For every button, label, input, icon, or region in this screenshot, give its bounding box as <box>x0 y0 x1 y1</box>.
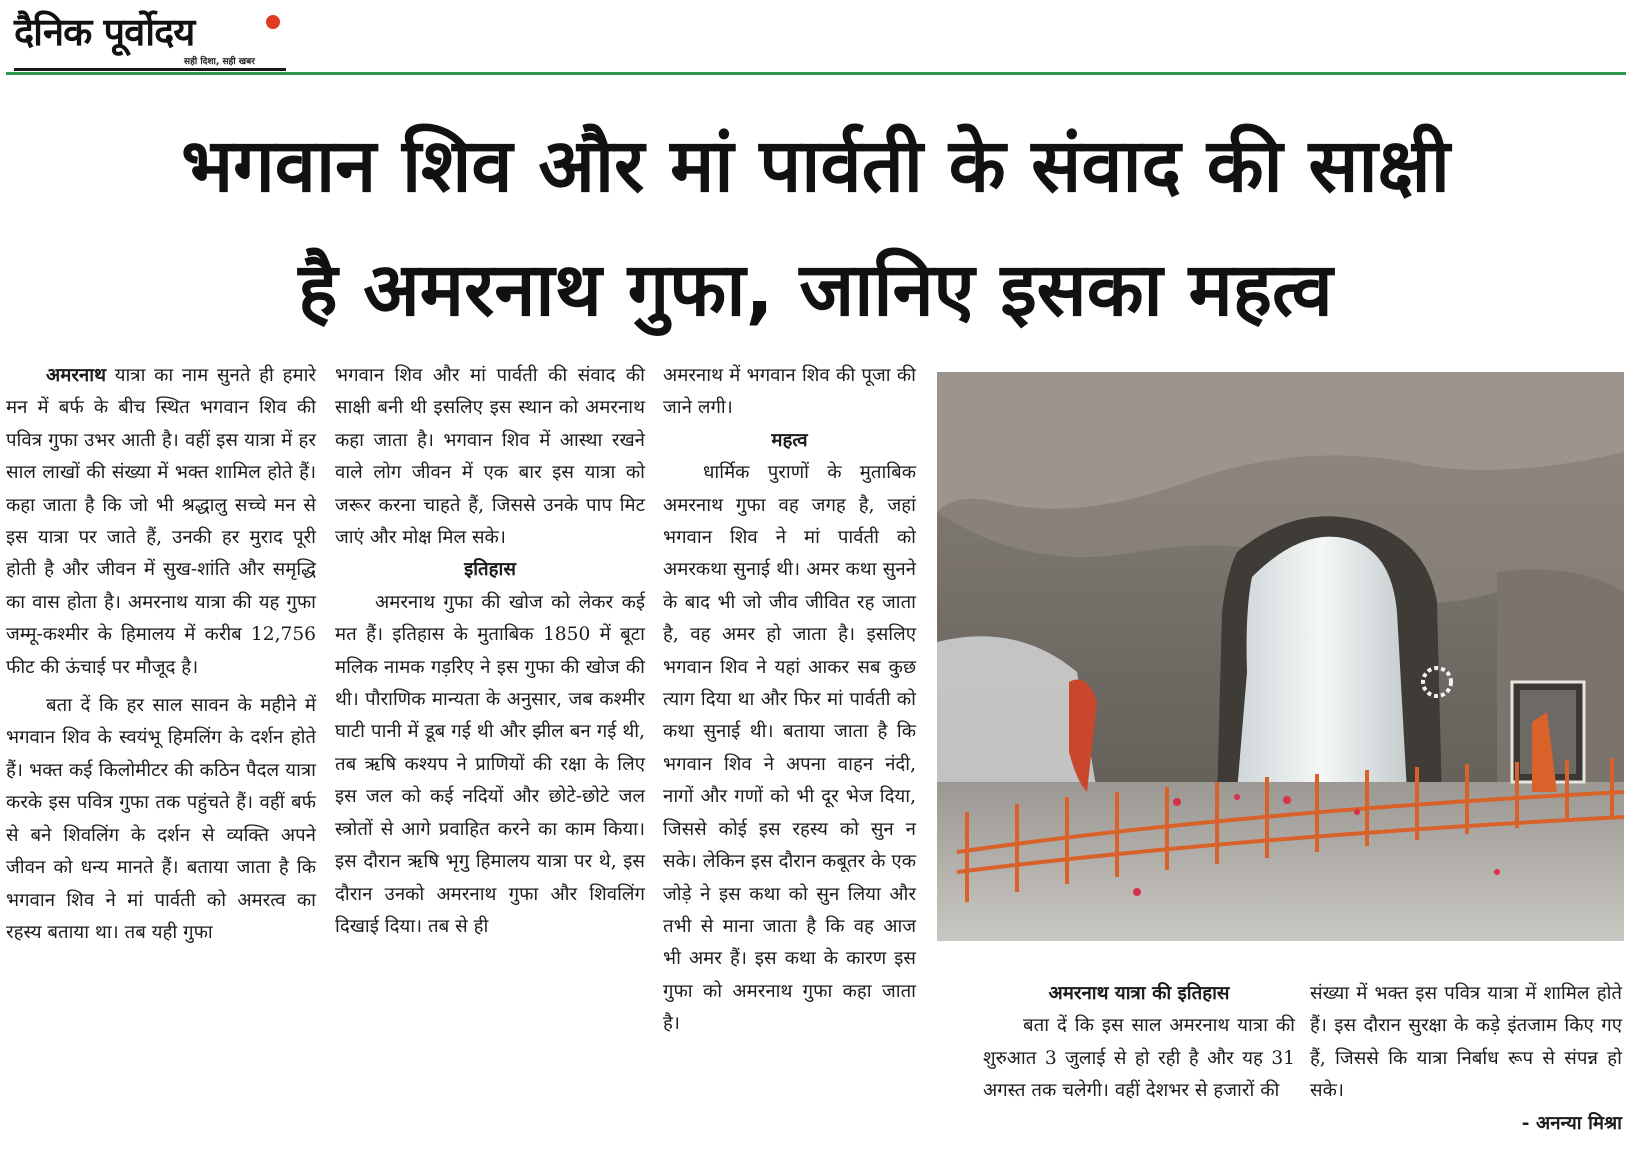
paragraph: बता दें कि हर साल सावन के महीने में भगवान शिव के स्वयंभू हिमलिंग के दर्शन होते हैं। भक्त कई किलोमीटर की कठिन पैदल यात्रा करके इस पवित्र गुफा तक पहुंचते हैं। वहीं बर्फ से बने शिवलिंग के दर्शन से व्यक्ति अपने जीवन को धन्य मानते हैं। बताया जाता है कि भगवान शिव ने मां पार्वती को अमरत्व का रहस्य बताया था। तब यही गुफा <box>6 695 316 943</box>
subheading-yatra-history: अमरनाथ यात्रा की इतिहास <box>1048 983 1230 1004</box>
headline-line-1: भगवान शिव और मां पार्वती के संवाद की साक्षी <box>181 123 1450 209</box>
header-rule <box>6 72 1626 75</box>
article-column-3 <box>663 360 916 1041</box>
paragraph-text: यात्रा का नाम सुनते ही हमारे मन में बर्फ के बीच स्थित भगवान शिव की पवित्र गुफा उभर आती है। वहीं इस यात्रा में हर साल लाखों की संख्या में भक्त शामिल होते हैं। कहा जाता है कि जो भी श्रद्धालु सच्चे मन से इस यात्रा पर जाते हैं, उनकी हर मुराद पूरी होती है और जीवन में सुख-शांति और समृद्धि का वास होता है। अमरनाथ यात्रा की यह गुफा जम्मू-कश्मीर के हिमालय में करीब 12,756 फीट की ऊंचाई पर मौजूद है। <box>6 365 317 678</box>
byline: - अनन्या मिश्रा <box>1521 1112 1622 1134</box>
article-column-2 <box>335 360 645 943</box>
subheading-history: इतिहास <box>464 559 516 581</box>
article-column-5 <box>1310 978 1622 1140</box>
cave-illustration <box>937 372 1624 941</box>
amarnath-cave-photo <box>937 372 1624 941</box>
paragraph: अमरनाथ में भगवान शिव की पूजा की जाने लगी। <box>663 365 916 419</box>
headline-line-2: है अमरनाथ गुफा, जानिए इसका महत्व <box>298 247 1333 333</box>
paragraph: धार्मिक पुराणों के मुताबिक अमरनाथ गुफा वह जगह है, जहां भगवान शिव ने मां पार्वती को अमरकथा सुनाई थी। अमर कथा सुनने के बाद भी जो जीव जीवित रह जाता है, वह अमर हो जाता है। इसलिए भगवान शिव ने यहां आकर सब कुछ त्याग दिया था और फिर मां पार्वती को कथा सुनाई थी। बताया जाता है कि भगवान शिव ने अपना वाहन नंदी, नागों और गणों को भी दूर भेज दिया, जिससे कोई इस रहस्य को सुन न सके। लेकिन इस दौरान कबूतर के एक जोड़े ने इस कथा को सुन लिया और तभी से माना जाता है कि वह आज भी अमर हैं। इस कथा के कारण इस गुफा को अमरनाथ गुफा कहा जाता है। <box>663 462 916 1035</box>
masthead <box>14 8 284 70</box>
paragraph: संख्या में भक्त इस पवित्र यात्रा में शामिल होते हैं। इस दौरान सुरक्षा के कड़े इंतजाम किए गए हैं, जिससे कि यात्रा निर्बाध रूप से संपन्न हो सके। <box>1310 983 1622 1102</box>
logo-dot <box>266 15 280 29</box>
paragraph <box>6 360 316 684</box>
masthead-underline <box>14 68 286 71</box>
masthead-tagline: सही दिशा, सही खबर <box>184 57 255 67</box>
paragraph: बता दें कि इस साल अमरनाथ यात्रा की शुरुआत 3 जुलाई से हो रही है और यह 31 अगस्त तक चलेगी। वहीं देशभर से हजारों की <box>983 1015 1295 1102</box>
article-column-1 <box>6 360 316 949</box>
masthead-title: दैनिक पूर्वोदय <box>14 10 195 54</box>
headline <box>20 104 1611 352</box>
paragraph: अमरनाथ गुफा की खोज को लेकर कई मत हैं। इतिहास के मुताबिक 1850 में बूटा मलिक नामक गड़रिए ने इस गुफा की खोज की थी। पौराणिक मान्यता के अनुसार, जब कश्मीर घाटी पानी में डूब गई थी और झील बन गई थी, तब ऋषि कश्यप ने प्राणियों की रक्षा के लिए इस जल को कई नदियों और छोटे-छोटे जल स्त्रोतों से आगे प्रवाहित करने का काम किया। इस दौरान ऋषि भृगु हिमालय यात्रा पर थे, इस दौरान उनको अमरनाथ गुफा और शिवलिंग दिखाई दिया। तब से ही <box>335 591 645 937</box>
subheading-importance: महत्व <box>771 429 808 451</box>
article-column-4 <box>983 978 1295 1108</box>
lead-word: अमरनाथ <box>46 365 106 386</box>
paragraph: भगवान शिव और मां पार्वती की संवाद की साक्षी बनी थी इसलिए इस स्थान को अमरनाथ कहा जाता है। भगवान शिव में आस्था रखने वाले लोग जीवन में एक बार इस यात्रा को जरूर करना चाहते हैं, जिससे उनके पाप मिट जाएं और मोक्ष मिल सके। <box>335 365 645 549</box>
